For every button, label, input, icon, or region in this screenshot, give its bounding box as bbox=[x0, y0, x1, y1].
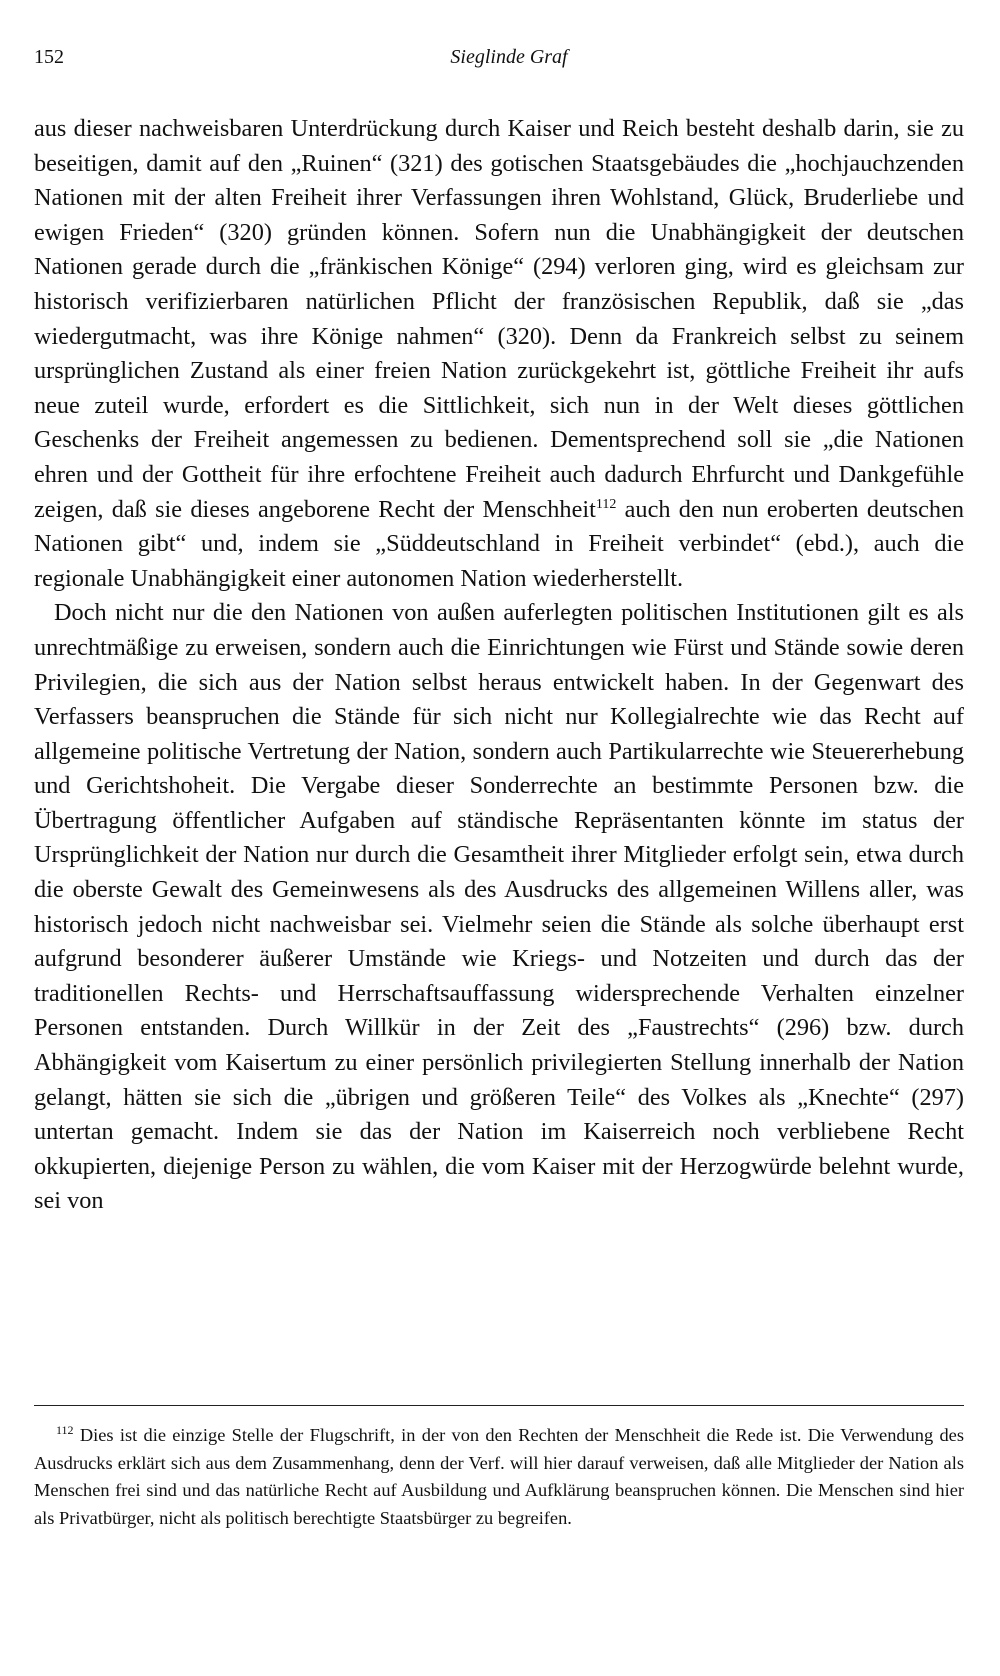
paragraph-1-text-after-note: auch den nun eroberten deutschen Nationen gibt“ und, indem sie „Süddeutschland in Freiheit verbindet“ (ebd.), auch die regionale Unabhängigkeit einer autonomen Nation wiederherstellt. bbox=[34, 495, 965, 592]
footnote-112 bbox=[34, 1422, 964, 1532]
page-number: 152 bbox=[34, 46, 64, 68]
footnotes bbox=[34, 1422, 964, 1532]
running-head: Sieglinde Graf bbox=[450, 46, 568, 68]
footnote-number: 112 bbox=[56, 1423, 74, 1437]
footnote-text: Dies ist die einzige Stelle der Flugschrift, in der von den Rechten der Menschheit die Rede ist. Die Verwendung des Ausdrucks erklärt sich aus dem Zusammenhang, denn der Verf. will hier darauf verweisen, daß alle Mitglieder der Nation als Menschen frei sind und das natürliche Recht auf Ausbildung und Aufklärung beanspruchen können. Die Menschen sind hier als Privatbürger, nicht als politisch berechtigte Staatsbürger zu begreifen. bbox=[34, 1425, 964, 1528]
paragraph-2: Doch nicht nur die den Nationen von außen auferlegten politischen Institutionen gilt es als unrechtmäßige zu erweisen, sondern auch die Einrichtungen wie Fürst und Stände sowie deren Privilegien, die sich aus der Nation selbst heraus entwickelt haben. In der Gegenwart des Verfassers beanspruchen die Stände für sich nicht nur Kollegialrechte wie das Recht auf allgemeine politische Vertretung der Nation, sondern auch Partikularrechte wie Steuererhebung und Gerichtshoheit. Die Vergabe dieser Sonderrechte an bestimmte Personen bzw. die Übertragung öffentlicher Aufgaben auf ständische Repräsentanten könnte im status der Ursprünglichkeit der Nation nur durch die Gesamtheit ihrer Mitglieder erfolgt sein, etwa durch die oberste Gewalt des Gemeinwesens als des Ausdrucks des allgemeinen Willens aller, was historisch jedoch nicht nachweisbar sei. Vielmehr seien die Stände als solche überhaupt erst aufgrund besonderer äußerer Umstände wie Kriegs- und Notzeiten und durch das der traditionellen Rechts- und Herrschaftsauffassung widersprechende Verhalten einzelner Personen entstanden. Durch Willkür in der Zeit des „Faustrechts“ (296) bzw. durch Abhängigkeit vom Kaisertum zu einer persönlich privilegierten Stellung innerhalb der Nation gelangt, hätten sie sich die „übrigen und größeren Teile“ des Volkes als „Knechte“ (297) untertan gemacht. Indem sie das der Nation im Kaiserreich noch verbliebene Recht okkupierten, diejenige Person zu wählen, die vom Kaiser mit der Herzogwürde belehnt wurde, sei von bbox=[34, 599, 964, 1215]
paragraph-1-text-before-note: aus dieser nachweisbaren Unterdrückung durch Kaiser und Reich besteht deshalb darin, sie zu beseitigen, damit auf den „Ruinen“ (321) des gotischen Staatsgebäudes die „hochjauchzenden Nationen mit der alten Freiheit ihrer Verfassungen ihren Wohlstand, Glück, Bruderliebe und ewigen Frieden“ (320) gründen können. Sofern nun die Unabhängigkeit der deutschen Nationen gerade durch die „fränkischen Könige“ (294) verloren ging, wird es gleichsam zur historisch verifizierbaren natürlichen Pflicht der französischen Republik, daß sie „das wiedergutmacht, was ihre Könige nahmen“ (320). Denn da Frankreich selbst zu seinem ursprünglichen Zustand als einer freien Nation zurückgekehrt ist, göttliche Freiheit ihr aufs neue zuteil wurde, erfordert es die Sittlichkeit, sich nun in der Welt dieses göttlichen Geschenks der Freiheit angemessen zu bedienen. Dementsprechend soll sie „die Nationen ehren und der Gottheit für ihre erfochtene Freiheit auch dadurch Ehrfurcht und Dankgefühle zeigen, daß sie dieses angeborene Recht der Menschheit bbox=[34, 115, 964, 523]
body-text bbox=[34, 112, 964, 1219]
footnote-separator bbox=[34, 1405, 964, 1406]
footnote-reference: 112 bbox=[595, 496, 617, 512]
paragraph-1 bbox=[34, 112, 964, 596]
page-header bbox=[34, 46, 964, 76]
